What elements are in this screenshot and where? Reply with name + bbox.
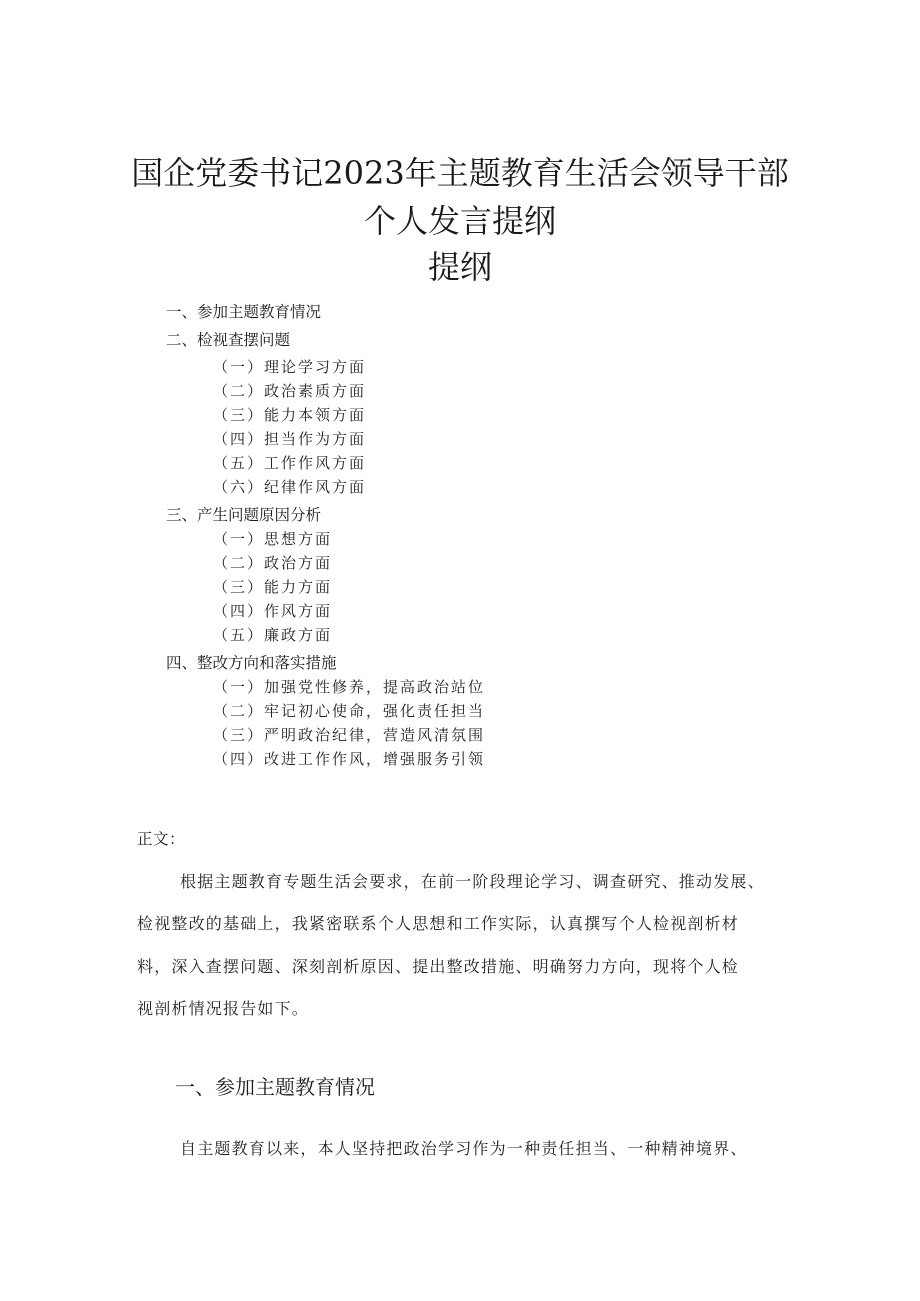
paragraph-line: 检视整改的基础上，我紧密联系个人思想和工作实际，认真撰写个人检视剖析材 [137, 914, 740, 933]
outline-heading: 二、检视查摆问题 [166, 331, 291, 349]
outline-heading: 三、产生问题原因分析 [166, 506, 322, 524]
paragraph-line: 根据主题教育专题生活会要求，在前一阶段理论学习、调查研究、推动发展、 [180, 872, 765, 891]
paragraph-line: 视剖析情况报告如下。 [137, 999, 310, 1018]
outline-item: （二）政治方面 [213, 554, 333, 572]
outline-item: （一）理论学习方面 [213, 358, 367, 376]
document-title-line-2: 个人发言提纲 [363, 202, 556, 240]
outline-item: （一）思想方面 [213, 530, 333, 548]
paragraph-line: 自主题教育以来，本人坚持把政治学习作为一种责任担当、一种精神境界、 [180, 1139, 748, 1158]
outline-item: （三）能力本领方面 [213, 406, 367, 424]
outline-item: （二）政治素质方面 [213, 382, 367, 400]
outline-item: （四）担当作为方面 [213, 430, 367, 448]
document-subtitle: 提纲 [427, 248, 492, 286]
paragraph-line: 料，深入查摆问题、深刻剖析原因、提出整改措施、明确努力方向，现将个人检 [137, 957, 740, 976]
outline-item: （五）廉政方面 [213, 626, 333, 644]
outline-heading: 四、整改方向和落实措施 [166, 654, 337, 672]
outline-item: （四）作风方面 [213, 602, 333, 620]
outline-item: （五）工作作风方面 [213, 454, 367, 472]
outline-item: （六）纪律作风方面 [213, 478, 367, 496]
section-heading: 一、参加主题教育情况 [175, 1075, 375, 1099]
body-label: 正文： [137, 830, 186, 848]
outline-item: （二）牢记初心使命，强化责任担当 [213, 702, 486, 720]
outline-item: （三）能力方面 [213, 578, 333, 596]
outline-heading: 一、参加主题教育情况 [166, 303, 322, 321]
outline-item: （四）改进工作作风，增强服务引领 [213, 750, 486, 768]
outline-item: （一）加强党性修养，提高政治站位 [213, 678, 486, 696]
outline-item: （三）严明政治纪律，营造风清氛围 [213, 726, 486, 744]
document-title-line-1: 国企党委书记2023年主题教育生活会领导干部 [131, 154, 789, 192]
